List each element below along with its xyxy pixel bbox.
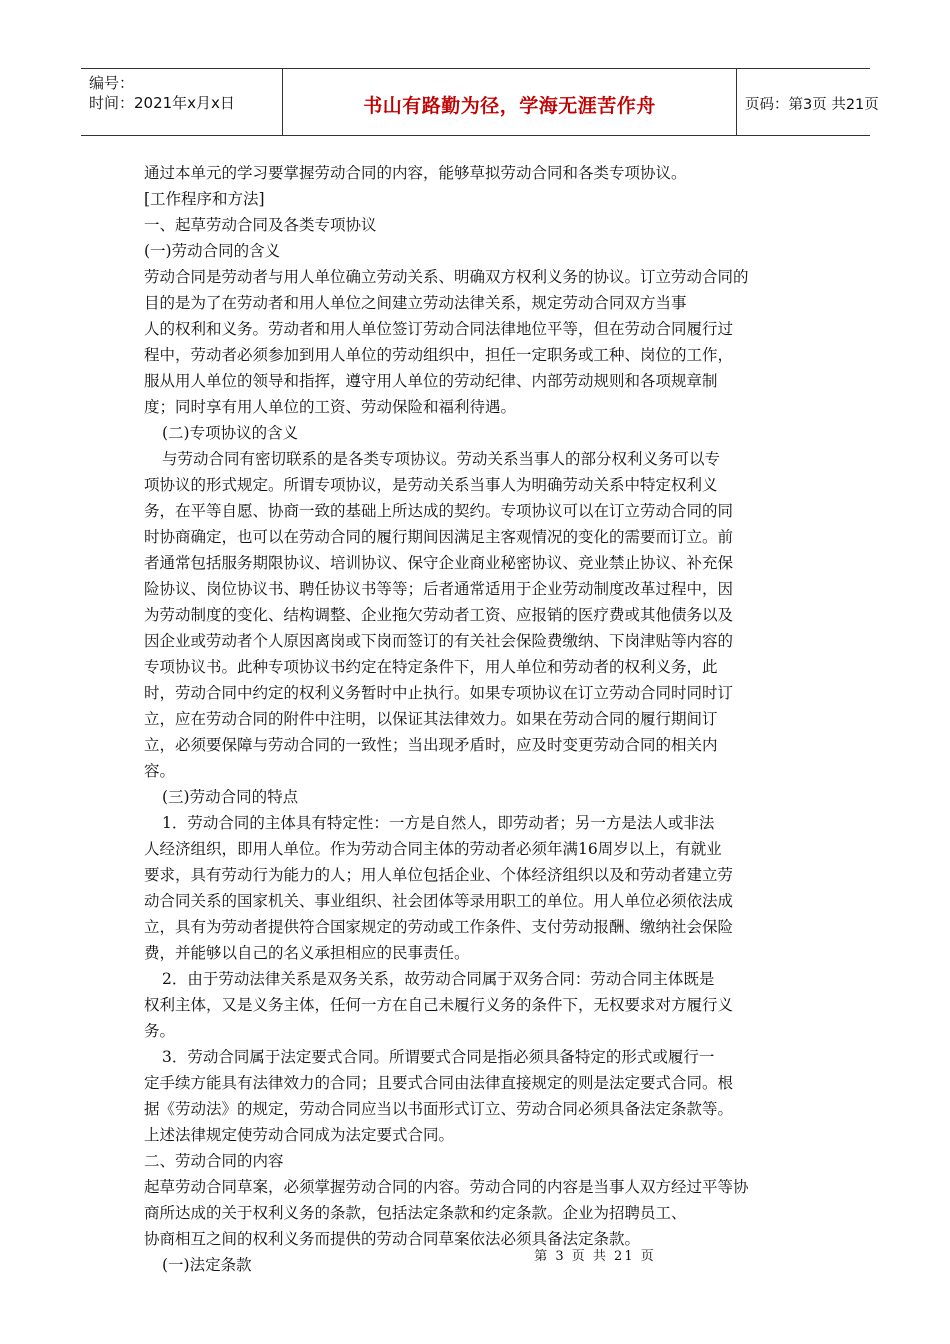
body-line: 险协议、岗位协议书、聘任协议书等等；后者通常适用于企业劳动制度改革过程中，因: [144, 580, 734, 598]
body-line: 1．劳动合同的主体具有特定性：一方是自然人，即劳动者；另一方是法人或非法: [162, 814, 715, 832]
body-line: 起草劳动合同草案，必须掌握劳动合同的内容。劳动合同的内容是当事人双方经过平等协: [144, 1178, 749, 1196]
body-line: 人的权利和义务。劳动者和用人单位签订劳动合同法律地位平等，但在劳动合同履行过: [144, 320, 734, 338]
body-line: 定手续方能具有法律效力的合同；且要式合同由法律直接规定的则是法定要式合同。根: [144, 1074, 734, 1092]
body-line: 务，在平等自愿、协商一致的基础上所达成的契约。专项协议可以在订立劳动合同的同: [144, 502, 734, 520]
serial-label: 编号：: [89, 74, 135, 92]
time-label: 时间：2021年x月x日: [89, 94, 235, 112]
body-line: 动合同关系的国家机关、事业组织、社会团体等录用职工的单位。用人单位必须依法成: [144, 892, 734, 910]
body-line: 权利主体，又是义务主体，任何一方在自己未履行义务的条件下，无权要求对方履行义: [144, 996, 734, 1014]
header-page-cell: [737, 69, 879, 135]
page-footer: 第 3 页 共 21 页: [534, 1249, 656, 1264]
body-line: 与劳动合同有密切联系的是各类专项协议。劳动关系当事人的部分权利义务可以专: [162, 450, 721, 468]
body-line: 商所达成的关于权利义务的条款，包括法定条款和约定条款。企业为招聘员工、: [144, 1204, 687, 1222]
body-line: 务。: [144, 1022, 176, 1040]
body-line: 者通常包括服务期限协议、培训协议、保守企业商业秘密协议、竞业禁止协议、补充保: [144, 554, 734, 572]
body-line: 时协商确定，也可以在劳动合同的履行期间因满足主客观情况的变化的需要而订立。前: [144, 528, 734, 546]
body-line: [工作程序和方法]: [144, 190, 265, 208]
header-motto-cell: [282, 69, 737, 135]
body-line: 二、劳动合同的内容: [144, 1152, 284, 1170]
body-line: 3．劳动合同属于法定要式合同。所谓要式合同是指必须具备特定的形式或履行一: [162, 1048, 715, 1066]
body-line: 协商相互之间的权利义务而提供的劳动合同草案依法必须具备法定条款。: [144, 1230, 641, 1248]
body-line: (二)专项协议的含义: [162, 424, 299, 442]
body-line: 一、起草劳动合同及各类专项协议: [144, 216, 377, 234]
body-line: 费，并能够以自己的名义承担相应的民事责任。: [144, 944, 470, 962]
document-body: [144, 160, 814, 1278]
body-line: 容。: [144, 762, 176, 780]
body-line: 劳动合同是劳动者与用人单位确立劳动关系、明确双方权利义务的协议。订立劳动合同的: [144, 268, 749, 286]
body-line: (一)法定条款: [162, 1256, 252, 1274]
body-line: 要求，具有劳动行为能力的人；用人单位包括企业、个体经济组织以及和劳动者建立劳: [144, 866, 734, 884]
header-meta-cell: [81, 69, 282, 135]
body-line: 时，劳动合同中约定的权利义务暂时中止执行。如果专项协议在订立劳动合同时同时订: [144, 684, 734, 702]
body-line: 立，具有为劳动者提供符合国家规定的劳动或工作条件、支付劳动报酬、缴纳社会保险: [144, 918, 734, 936]
page-info: 页码：第3页 共21页: [745, 97, 879, 113]
body-line: 度；同时享有用人单位的工资、劳动保险和福利待遇。: [144, 398, 517, 416]
body-line: 立，必须要保障与劳动合同的一致性；当出现矛盾时，应及时变更劳动合同的相关内: [144, 736, 718, 754]
body-line: 立，应在劳动合同的附件中注明，以保证其法律效力。如果在劳动合同的履行期间订: [144, 710, 718, 728]
body-line: (三)劳动合同的特点: [162, 788, 299, 806]
body-line: 服从用人单位的领导和指挥，遵守用人单位的劳动纪律、内部劳动规则和各项规章制: [144, 372, 718, 390]
body-line: (一)劳动合同的含义: [144, 242, 281, 260]
body-line: 通过本单元的学习要掌握劳动合同的内容，能够草拟劳动合同和各类专项协议。: [144, 164, 687, 182]
header-table: [81, 68, 879, 136]
body-line: 因企业或劳动者个人原因离岗或下岗而签订的有关社会保险费缴纳、下岗津贴等内容的: [144, 632, 734, 650]
body-line: 上述法律规定使劳动合同成为法定要式合同。: [144, 1126, 455, 1144]
body-line: 程中，劳动者必须参加到用人单位的劳动组织中，担任一定职务或工种、岗位的工作，: [144, 346, 734, 364]
body-line: 2．由于劳动法律关系是双务关系，故劳动合同属于双务合同：劳动合同主体既是: [162, 970, 715, 988]
body-line: 目的是为了在劳动者和用人单位之间建立劳动法律关系，规定劳动合同双方当事: [144, 294, 687, 312]
motto: 书山有路勤为径，学海无涯苦作舟: [363, 95, 656, 117]
body-line: 人经济组织，即用人单位。作为劳动合同主体的劳动者必须年满16周岁以上，有就业: [144, 840, 722, 858]
body-line: 为劳动制度的变化、结构调整、企业拖欠劳动者工资、应报销的医疗费或其他债务以及: [144, 606, 734, 624]
body-line: 专项协议书。此种专项协议书约定在特定条件下，用人单位和劳动者的权利义务，此: [144, 658, 718, 676]
body-line: 据《劳动法》的规定，劳动合同应当以书面形式订立、劳动合同必须具备法定条款等。: [144, 1100, 734, 1118]
body-line: 项协议的形式规定。所谓专项协议，是劳动关系当事人为明确劳动关系中特定权利义: [144, 476, 718, 494]
